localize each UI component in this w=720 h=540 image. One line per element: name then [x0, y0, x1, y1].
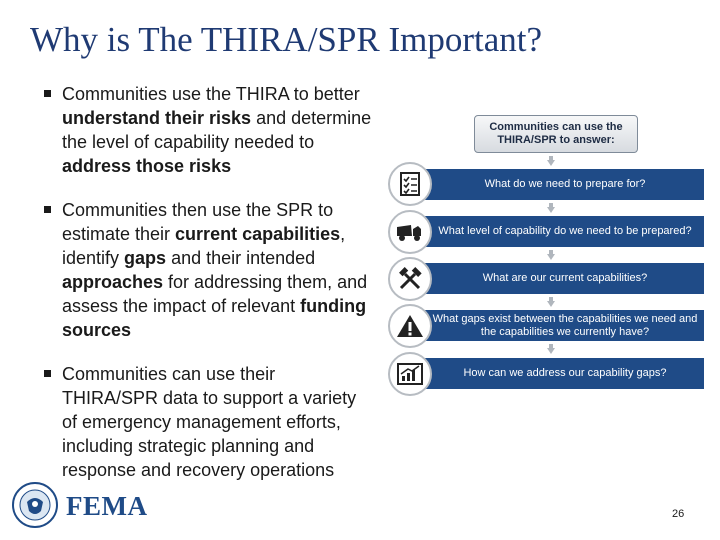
- bullet-square-icon: [44, 90, 51, 97]
- question-bar: [414, 358, 704, 389]
- bullet-text: [62, 200, 367, 340]
- down-arrow-icon: [547, 203, 555, 213]
- bullet-square-icon: [44, 206, 51, 213]
- bullet-emphasis: understand their risks: [62, 108, 252, 128]
- callout-line-2: THIRA/SPR to answer:: [497, 134, 615, 146]
- bullet-text-segment: , identify: [62, 224, 346, 268]
- bullet-list: [44, 82, 374, 502]
- slide-title: Why is The THIRA/SPR Important?: [30, 20, 543, 59]
- bullet-text-segment: Communities use the THIRA to better: [62, 84, 360, 104]
- bullet-item: [44, 362, 374, 482]
- bullet-text-segment: Communities can use their THIRA/SPR data to support a variety of emergency management efforts, including strategic planning and response and recovery operations: [62, 364, 357, 480]
- question-bar: [414, 216, 704, 247]
- question-bar: [414, 310, 704, 341]
- chart-icon: [388, 352, 432, 396]
- checklist-icon: [388, 162, 432, 206]
- bullet-text-segment: and determine the level of capability needed to: [62, 108, 372, 152]
- tools-icon: [388, 257, 432, 301]
- bullet-emphasis: address those risks: [62, 156, 232, 176]
- question-text: What level of capability do we need to be prepared?: [438, 225, 692, 237]
- dhs-seal-icon: [12, 482, 58, 528]
- truck-icon: [388, 210, 432, 254]
- bullet-emphasis: funding sources: [62, 296, 367, 340]
- bullet-text-segment: and their intended: [166, 248, 316, 268]
- down-arrow-icon: [547, 250, 555, 260]
- question-bar: [414, 263, 704, 294]
- question-text: What gaps exist between the capabilities we need and the capabilities we currently have?: [432, 312, 698, 338]
- bullet-text: [62, 84, 371, 176]
- bullet-item: [44, 198, 374, 342]
- fema-logo-text: FEMA: [66, 491, 148, 521]
- warning-icon: [388, 304, 432, 348]
- bullet-emphasis: gaps: [124, 248, 167, 268]
- question-bar: [414, 169, 704, 200]
- bullet-emphasis: approaches: [62, 272, 164, 292]
- bullet-text-segment: for addressing them, and assess the impact of relevant: [62, 272, 368, 316]
- bullet-emphasis: current capabilities: [175, 224, 341, 244]
- question-text: What are our current capabilities?: [482, 272, 648, 284]
- question-text: What do we need to prepare for?: [484, 178, 646, 190]
- callout-line-1: Communities can use the: [489, 121, 623, 133]
- down-arrow-icon: [547, 156, 555, 166]
- bullet-text: [62, 364, 356, 480]
- page-number: 26: [672, 508, 685, 520]
- callout-box: [474, 115, 638, 153]
- bullet-item: [44, 82, 374, 178]
- down-arrow-icon: [547, 297, 555, 307]
- question-text: How can we address our capability gaps?: [463, 367, 667, 379]
- bullet-square-icon: [44, 370, 51, 377]
- bullet-text-segment: Communities then use the SPR to estimate their: [62, 200, 334, 244]
- down-arrow-icon: [547, 344, 555, 354]
